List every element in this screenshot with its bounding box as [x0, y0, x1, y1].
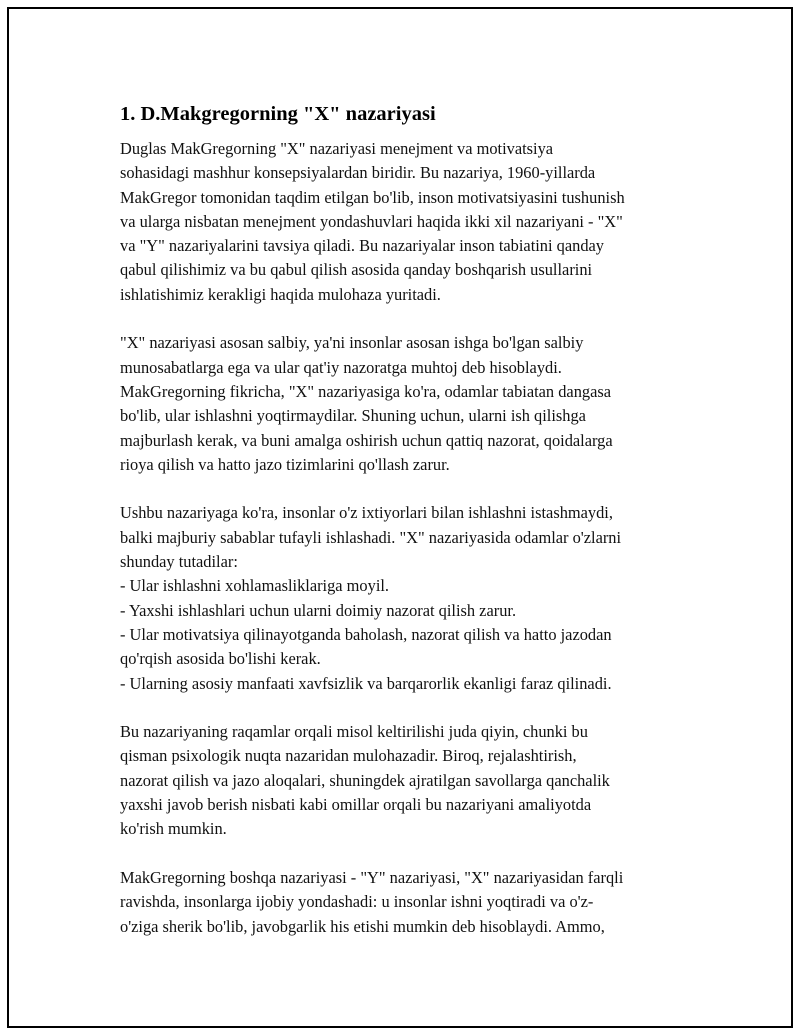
- paragraph-1: [120, 137, 700, 307]
- document-content: [120, 101, 700, 963]
- text-line: bo'lib, ular ishlashni yoqtirmaydilar. Shuning uchun, ularni ish qilishga: [120, 406, 586, 426]
- text-line: qabul qilishimiz va bu qabul qilish asosida qanday boshqarish usullarini: [120, 260, 593, 280]
- text-line: yaxshi javob berish nisbati kabi omillar orqali bu nazariyani amaliyotda: [120, 795, 592, 815]
- text-line: - Ular ishlashni xohlamasliklariga moyil.: [120, 576, 390, 596]
- text-line: - Ular motivatsiya qilinayotganda baholash, nazorat qilish va hatto jazodan: [120, 624, 612, 644]
- text-line: o'ziga sherik bo'lib, javobgarlik his etishi mumkin deb hisoblaydi. Ammo,: [120, 916, 605, 936]
- text-line: MakGregor tomonidan taqdim etilgan bo'lib, inson motivatsiyasini tushunish: [120, 187, 625, 207]
- text-line: ko'rish mumkin.: [120, 819, 227, 839]
- document-page: [7, 7, 793, 1028]
- text-line: "X" nazariyasi asosan salbiy, ya'ni insonlar asosan ishga bo'lgan salbiy: [120, 333, 584, 353]
- text-line: va ularga nisbatan menejment yondashuvlari haqida ikki xil nazariyani - "X": [120, 211, 623, 231]
- paragraph-3: [120, 501, 700, 695]
- text-line: ravishda, insonlarga ijobiy yondashadi: u insonlar ishni yoqtiradi va o'z-: [120, 892, 594, 912]
- section-heading: 1. D.Makgregorning "X" nazariyasi: [120, 103, 436, 125]
- text-line: rioya qilish va hatto jazo tizimlarini qo'llash zarur.: [120, 454, 450, 474]
- text-line: va "Y" nazariyalarini tavsiya qiladi. Bu nazariyalar inson tabiatini qanday: [120, 236, 604, 256]
- body-text: [120, 137, 700, 939]
- text-line: qisman psixologik nuqta nazaridan mulohazadir. Biroq, rejalashtirish,: [120, 746, 577, 766]
- text-line: nazorat qilish va jazo aloqalari, shuningdek ajratilgan savollarga qanchalik: [120, 770, 610, 790]
- text-line: shunday tutadilar:: [120, 552, 238, 572]
- paragraph-5: [120, 866, 700, 939]
- text-line: qo'rqish asosida bo'lishi kerak.: [120, 649, 321, 669]
- text-line: Bu nazariyaning raqamlar orqali misol keltirilishi juda qiyin, chunki bu: [120, 722, 588, 742]
- text-line: MakGregorning fikricha, "X" nazariyasiga ko'ra, odamlar tabiatan dangasa: [120, 381, 612, 401]
- text-line: - Yaxshi ishlashlari uchun ularni doimiy nazorat qilish zarur.: [120, 600, 517, 620]
- paragraph-2: [120, 331, 700, 477]
- text-line: MakGregorning boshqa nazariyasi - "Y" nazariyasi, "X" nazariyasidan farqli: [120, 867, 624, 887]
- text-line: - Ularning asosiy manfaati xavfsizlik va barqarorlik ekanligi faraz qilinadi.: [120, 673, 612, 693]
- text-line: sohasidagi mashhur konsepsiyalardan biridir. Bu nazariya, 1960-yillarda: [120, 163, 596, 183]
- text-line: majburlash kerak, va buni amalga oshirish uchun qattiq nazorat, qoidalarga: [120, 430, 613, 450]
- text-line: balki majburiy sabablar tufayli ishlashadi. "X" nazariyasida odamlar o'zlarni: [120, 527, 622, 547]
- text-line: Ushbu nazariyaga ko'ra, insonlar o'z ixtiyorlari bilan ishlashni istashmaydi,: [120, 503, 613, 523]
- text-line: Duglas MakGregorning "X" nazariyasi menejment va motivatsiya: [120, 139, 554, 158]
- paragraph-4: [120, 720, 700, 841]
- text-line: munosabatlarga ega va ular qat'iy nazoratga muhtoj deb hisoblaydi.: [120, 357, 562, 377]
- text-line: ishlatishimiz kerakligi haqida mulohaza yuritadi.: [120, 284, 441, 304]
